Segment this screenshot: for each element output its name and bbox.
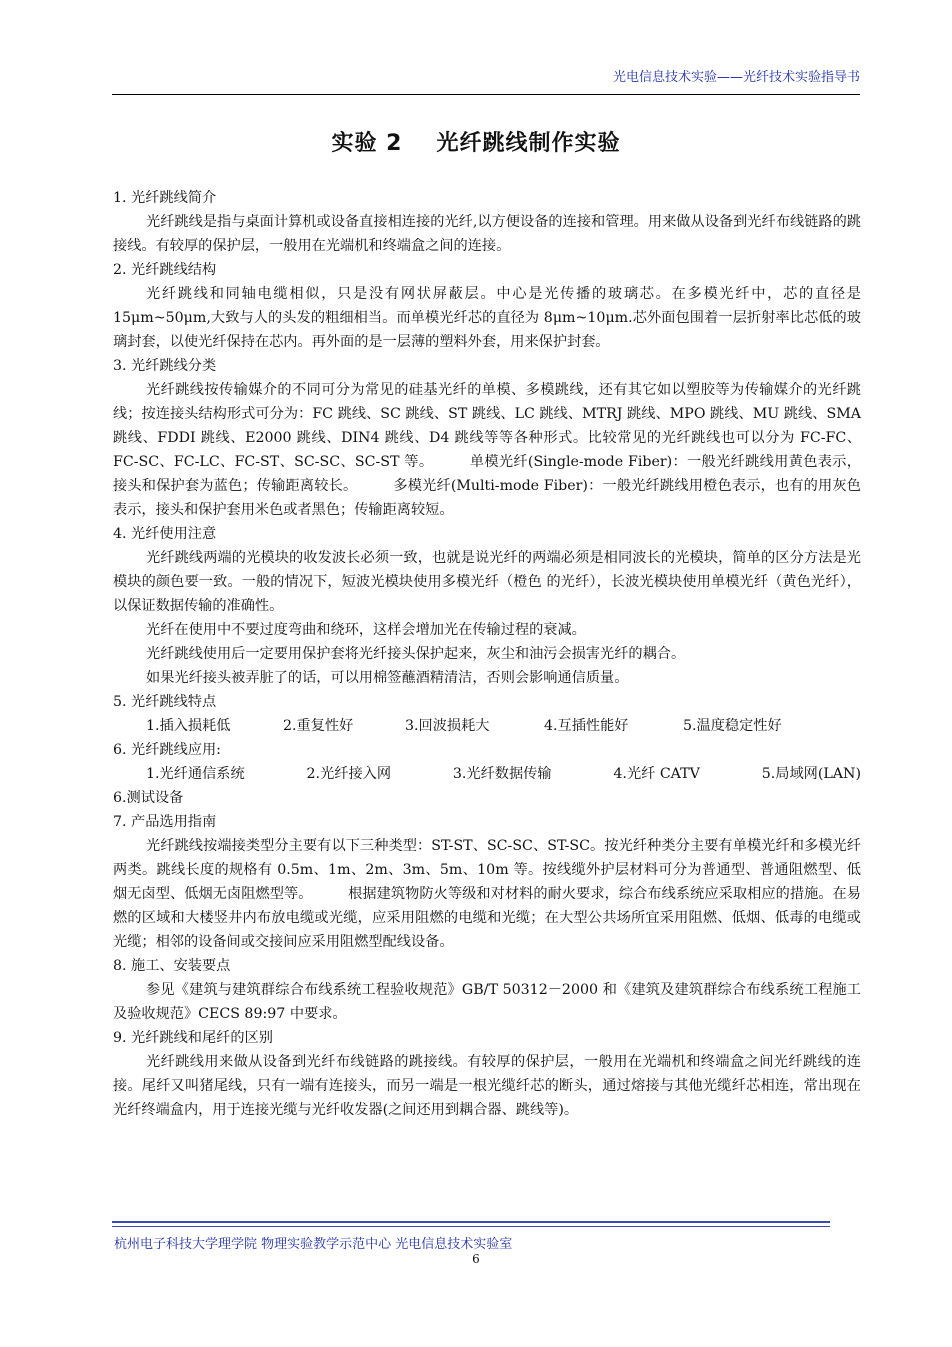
paragraph: 光纤跳线使用后一定要用保护套将光纤接头保护起来，灰尘和油污会损害光纤的耦合。	[146, 646, 686, 662]
page-number: 6	[472, 1252, 480, 1266]
paragraph: 如果光纤接头被弄脏了的话，可以用棉签蘸酒精清洁，否则会影响通信质量。	[146, 670, 629, 686]
list-item: 1.插入损耗低	[146, 718, 231, 734]
list-item: 3.回波损耗大	[405, 718, 490, 734]
paragraph: 光纤在使用中不要过度弯曲和绕环，这样会增加光在传输过程的衰减。	[146, 622, 586, 638]
list-item: 4.互插性能好	[544, 718, 629, 734]
paragraph: 光纤跳线是指与桌面计算机或设备直接相连接的光纤,以方便设备的连接和管理。用来做从设备到光纤布线链路的跳接线。有较厚的保护层，一般用在光端机和终端盒之间的连接。	[113, 214, 861, 254]
running-title: 光电信息技术实验——光纤技术实验指导书	[612, 70, 860, 85]
section-heading: 3. 光纤跳线分类	[113, 358, 217, 374]
paragraph: 光纤跳线按传输媒介的不同可分为常见的硅基光纤的单模、多模跳线，还有其它如以塑胶等为传输媒介的光纤跳线；按连接头结构形式可分为：FC 跳线、SC 跳线、ST 跳线、LC 跳线、MTRJ 跳线、MPO 跳线、MU 跳线、SMA 跳线、FDDI 跳线、E2000 跳线、DIN4 跳线、D4 跳线等等各种形式。比较常见的光纤跳线也可以分为 FC-FC、FC-SC、FC-LC、FC-ST、SC-SC、SC-ST 等。 单模光纤(Single-mode Fiber)：一般光纤跳线用黄色表示，接头和保护套为蓝色；传输距离较长。 多模光纤(Multi-mode Fiber)：一般光纤跳线用橙色表示，也有的用灰色表示，接头和保护套用米色或者黑色；传输距离较短。	[113, 382, 861, 518]
list-item: 2.光纤接入网	[306, 766, 392, 782]
list-item: 5.局域网(LAN)	[761, 766, 861, 782]
paragraph: 光纤跳线用来做从设备到光纤布线链路的跳接线。有较厚的保护层，一般用在光端机和终端盒之间光纤跳线的连接。尾纤又叫猪尾线，只有一端有连接头，而另一端是一根光缆纤芯的断头，通过熔接与其他光缆纤芯相连，常出现在光纤终端盒内，用于连接光缆与光纤收发器(之间还用到耦合器、跳线等)。	[113, 1054, 861, 1118]
section-heading: 7. 产品选用指南	[113, 814, 217, 830]
section-heading: 4. 光纤使用注意	[113, 526, 217, 542]
section-heading: 9. 光纤跳线和尾纤的区别	[113, 1030, 273, 1046]
page-header	[112, 66, 860, 94]
header-rule	[112, 94, 860, 95]
paragraph: 参见《建筑与建筑群综合布线系统工程验收规范》GB/T 50312－2000 和《建筑及建筑群综合布线系统工程施工及验收规范》CECS 89:97 中要求。	[113, 982, 861, 1022]
applications-list	[113, 762, 861, 786]
features-list	[113, 714, 861, 738]
section-heading: 2. 光纤跳线结构	[113, 262, 217, 278]
section-heading: 6. 光纤跳线应用:	[113, 742, 221, 758]
paragraph: 光纤跳线和同轴电缆相似，只是没有网状屏蔽层。中心是光传播的玻璃芯。在多模光纤中，芯的直径是 15μm~50μm,大致与人的头发的粗细相当。而单模光纤芯的直径为 8μm~10μm.芯外面包围着一层折射率比芯低的玻璃封套，以使光纤保持在芯内。再外面的是一层薄的塑料外套，用来保护封套。	[113, 286, 861, 350]
experiment-title: 光纤跳线制作实验	[436, 131, 621, 156]
experiment-number: 实验 2	[331, 131, 403, 156]
list-item: 5.温度稳定性好	[683, 718, 782, 734]
list-item: 6.测试设备	[113, 790, 184, 806]
paragraph: 光纤跳线两端的光模块的收发波长必须一致，也就是说光纤的两端必须是相同波长的光模块，简单的区分方法是光模块的颜色要一致。一般的情况下，短波光模块使用多模光纤（橙色 的光纤），长波光模块使用单模光纤（黄色光纤），以保证数据传输的准确性。	[113, 550, 861, 614]
list-item: 2.重复性好	[283, 718, 354, 734]
page-title	[0, 126, 952, 157]
list-item: 1.光纤通信系统	[146, 766, 245, 782]
list-item: 3.光纤数据传输	[452, 766, 552, 782]
footer-institution: 杭州电子科技大学理学院 物理实验教学示范中心 光电信息技术实验室	[114, 1237, 513, 1252]
section-heading: 1. 光纤跳线简介	[113, 190, 217, 206]
footer-rule	[112, 1226, 830, 1227]
section-heading: 5. 光纤跳线特点	[113, 694, 217, 710]
paragraph: 光纤跳线按端接类型分主要有以下三种类型：ST-ST、SC-SC、ST-SC。按光纤种类分主要有单模光纤和多模光纤两类。跳线长度的规格有 0.5m、1m、2m、3m、5m、10m 等。按线缆外护层材料可分为普通型、普通阻燃型、低烟无卤型、低烟无卤阻燃型等。 根据建筑物防火等级和对材料的耐火要求，综合布线系统应采取相应的措施。在易燃的区域和大楼竖井内布放电缆或光缆，应采用阻燃的电缆和光缆；在大型公共场所宜采用阻燃、低烟、低毒的电缆或光缆；相邻的设备间或交接间应采用阻燃型配线设备。	[113, 838, 861, 950]
section-heading: 8. 施工、安装要点	[113, 958, 231, 974]
document-body	[113, 186, 861, 1122]
footer-rule	[112, 1221, 830, 1223]
list-item: 4.光纤 CATV	[613, 766, 700, 782]
